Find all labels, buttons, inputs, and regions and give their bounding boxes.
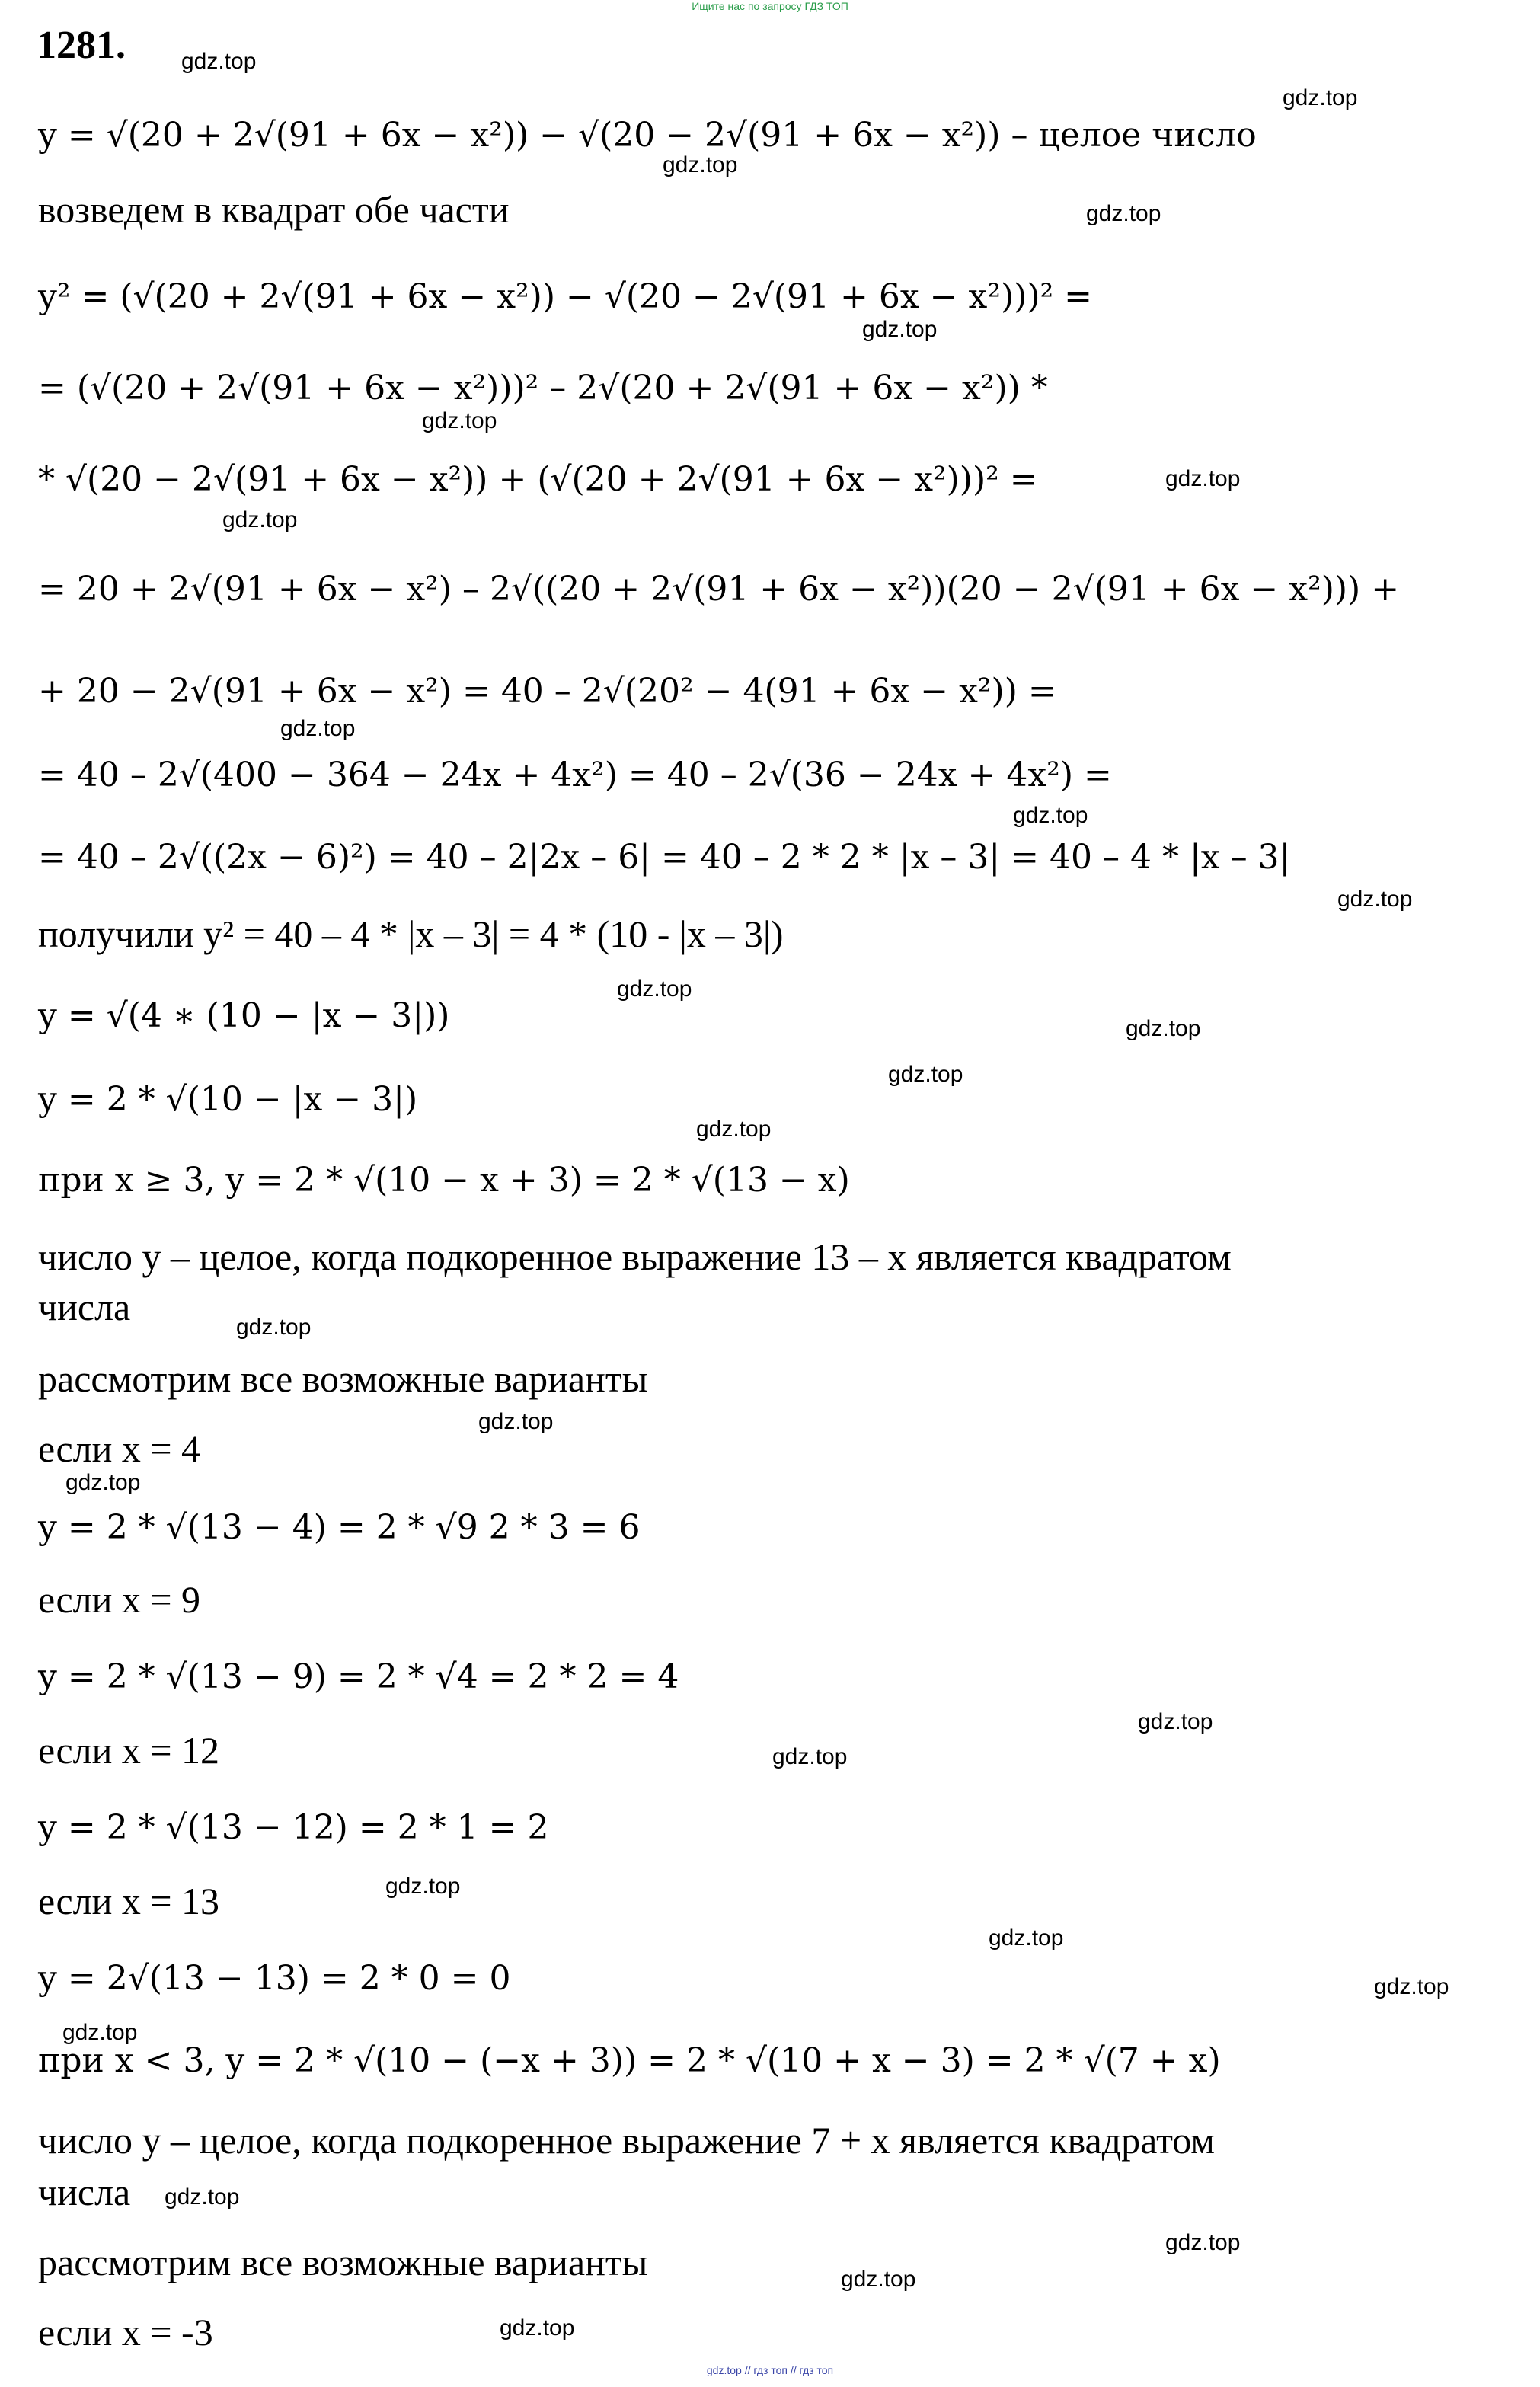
text-line-27: числа [38,2171,131,2213]
watermark: gdz.top [617,976,692,1002]
watermark: gdz.top [236,1315,312,1340]
watermark: gdz.top [1013,803,1088,828]
text-line-17: если x = 4 [38,1427,201,1470]
watermark: gdz.top [165,2184,240,2210]
watermark: gdz.top [841,2267,916,2292]
watermark: gdz.top [888,1062,963,1087]
text-line-29: если x = -3 [38,2311,213,2353]
watermark: gdz.top [222,507,298,532]
watermark: gdz.top [772,1744,848,1769]
text-line-21: если x = 12 [38,1729,220,1772]
equation-line-18: y = 2 * √(13 − 4) = 2 * √9 2 * 3 = 6 [38,1508,641,1547]
equation-line-12: y = 2 * √(10 − |x − 3|) [38,1080,418,1119]
equation-line-5: * √(20 − 2√(91 + 6x − x²)) + (√(20 + 2√(91 + 6x − x²)))² = [38,460,1038,499]
footer-links: gdz.top // гдз топ // гдз топ [706,2364,834,2376]
equation-line-7: + 20 − 2√(91 + 6x − x²) = 40 – 2√(20² − 4(91 + 6x − x²)) = [38,672,1056,711]
watermark: gdz.top [1337,887,1413,912]
text-line-14: число y – целое, когда подкоренное выражение 13 – x является квадратом [38,1235,1232,1278]
watermark: gdz.top [1283,85,1358,110]
watermark: gdz.top [65,1470,141,1495]
watermark: gdz.top [1165,2230,1241,2255]
equation-line-8: = 40 – 2√(400 − 364 − 24x + 4x²) = 40 – 2√(36 − 24x + 4x²) = [38,756,1112,794]
watermark: gdz.top [862,317,938,342]
text-line-10: получили y² = 40 – 4 * |x – 3| = 4 * (10 - |x – 3|) [38,912,784,955]
watermark: gdz.top [478,1409,554,1434]
text-line-28: рассмотрим все возможные варианты [38,2241,648,2283]
equation-line-20: y = 2 * √(13 − 9) = 2 * √4 = 2 * 2 = 4 [38,1657,679,1696]
watermark: gdz.top [1374,1974,1449,1999]
equation-line-3: y² = (√(20 + 2√(91 + 6x − x²)) − √(20 − 2√(91 + 6x − x²)))² = [38,277,1092,316]
equation-line-1: y = √(20 + 2√(91 + 6x − x²)) − √(20 − 2√(91 + 6x − x²)) – целое число [38,116,1257,155]
text-line-15: числа [38,1286,131,1328]
equation-line-6: = 20 + 2√(91 + 6x − x²) – 2√((20 + 2√(91 + 6x − x²))(20 − 2√(91 + 6x − x²))) + [38,570,1400,609]
text-line-19: если x = 9 [38,1578,201,1621]
equation-line-22: y = 2 * √(13 − 12) = 2 * 1 = 2 [38,1808,549,1847]
equation-line-9: = 40 – 2√((2x − 6)²) = 40 – 2|2x – 6| = 40 – 2 * 2 * |x – 3| = 40 – 4 * |x – 3| [38,838,1291,877]
equation-line-13: при x ≥ 3, y = 2 * √(10 − x + 3) = 2 * √(13 − x) [38,1161,850,1200]
watermark: gdz.top [500,2315,575,2341]
watermark: gdz.top [422,408,497,433]
text-line-16: рассмотрим все возможные варианты [38,1357,648,1400]
equation-line-4: = (√(20 + 2√(91 + 6x − x²)))² – 2√(20 + 2√(91 + 6x − x²)) * [38,369,1048,407]
text-line-23: если x = 13 [38,1880,220,1922]
equation-line-11: y = √(4 ∗ (10 − |x − 3|)) [38,996,450,1035]
watermark: gdz.top [696,1117,772,1142]
watermark: gdz.top [1086,201,1161,226]
header-banner: Ищите нас по запросу ГДЗ ТОП [692,0,848,12]
text-line-26: число y – целое, когда подкоренное выражение 7 + x является квадратом [38,2119,1215,2162]
watermark: gdz.top [989,1925,1064,1951]
watermark: gdz.top [385,1874,461,1899]
watermark: gdz.top [1138,1709,1213,1734]
equation-line-24: y = 2√(13 − 13) = 2 * 0 = 0 [38,1959,511,1998]
equation-line-25: при x < 3, y = 2 * √(10 − (−x + 3)) = 2 * √(10 + x − 3) = 2 * √(7 + x) [38,2041,1221,2080]
watermark: gdz.top [181,49,257,74]
problem-number: 1281. [37,24,126,67]
watermark: gdz.top [1165,466,1241,491]
watermark: gdz.top [663,152,738,177]
watermark: gdz.top [1126,1016,1201,1041]
watermark: gdz.top [280,716,356,741]
text-line-2: возведем в квадрат обе части [38,188,510,231]
watermark: gdz.top [62,2020,138,2045]
